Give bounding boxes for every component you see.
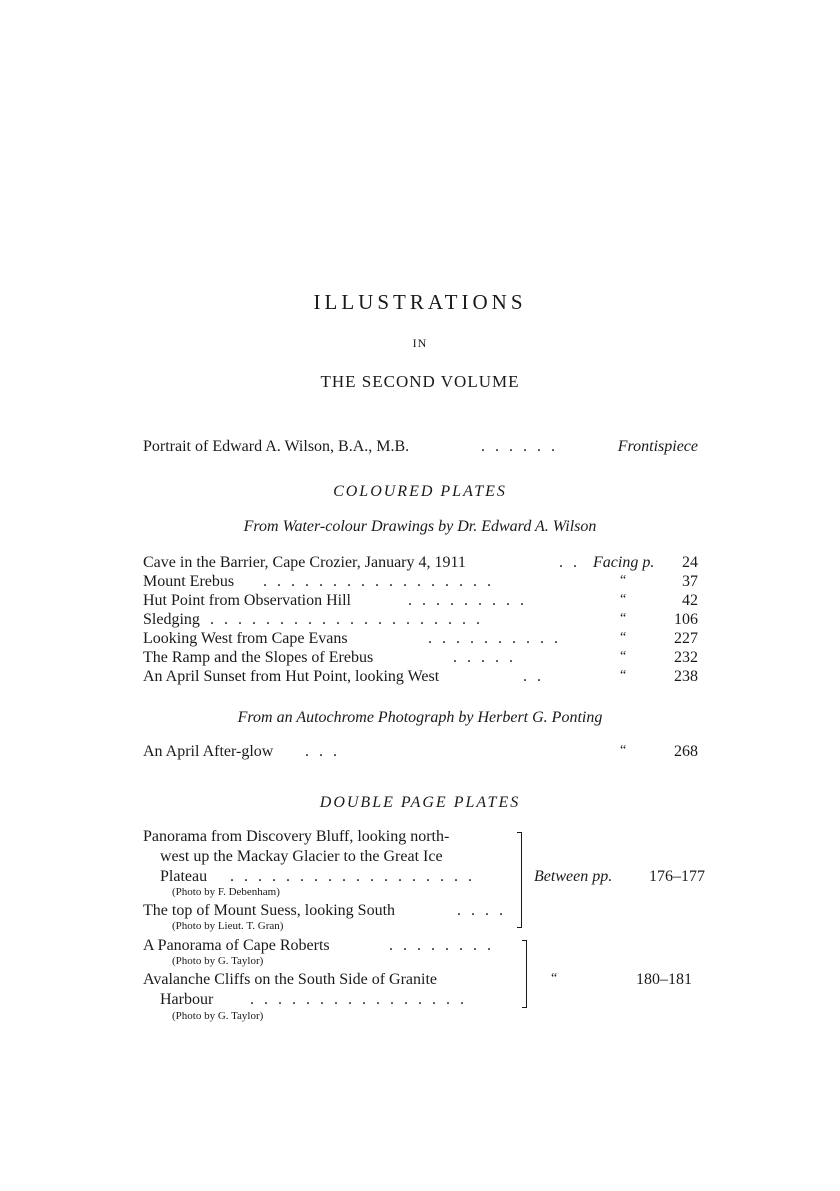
entry-page: 268 bbox=[674, 743, 698, 760]
entry-page: Frontispiece bbox=[617, 438, 698, 455]
brace-tip bbox=[517, 927, 522, 928]
page-subtitle: THE SECOND VOLUME bbox=[320, 372, 520, 391]
entry-page: 106 bbox=[674, 611, 698, 628]
brace-tip bbox=[522, 940, 527, 941]
entry-page: 176–177 bbox=[649, 868, 705, 885]
frontispiece-entry bbox=[143, 438, 698, 460]
between-label: Between pp. bbox=[534, 868, 613, 885]
plate-line: Avalanche Cliffs on the South Side of Granite bbox=[143, 971, 438, 988]
leader-dots: . . . . . . . . . bbox=[408, 592, 527, 609]
entry-label: Mount Erebus bbox=[143, 573, 235, 590]
ditto-mark: “ bbox=[620, 668, 627, 683]
ditto-mark: “ bbox=[551, 971, 558, 986]
entry-page: 180–181 bbox=[636, 971, 692, 988]
leader-dots: . . . . . . . . . . . . . . . . bbox=[250, 991, 467, 1008]
ditto-mark: “ bbox=[620, 649, 627, 664]
leader-dots: . . . . . . bbox=[481, 438, 558, 455]
entry-page: 232 bbox=[674, 649, 698, 666]
section-heading-coloured: COLOURED PLATES bbox=[333, 483, 507, 500]
brace bbox=[526, 940, 527, 1008]
leader-dots: . . bbox=[559, 554, 580, 571]
leader-dots: . . . . . . . . . . . . . . . . . . . . bbox=[210, 611, 483, 628]
ditto-mark: “ bbox=[620, 630, 627, 645]
page-title: ILLUSTRATIONS bbox=[313, 290, 527, 314]
entry-label: Portrait of Edward A. Wilson, B.A., M.B. bbox=[143, 438, 410, 455]
ditto-mark: “ bbox=[620, 573, 627, 588]
brace-tip bbox=[522, 1007, 527, 1008]
ditto-mark: “ bbox=[620, 743, 627, 758]
leader-dots: . . . . . . . . . . . . . . . . . bbox=[263, 573, 494, 590]
leader-dots: . . bbox=[523, 668, 544, 685]
photo-credit: (Photo by G. Taylor) bbox=[172, 955, 264, 967]
section-heading-double: DOUBLE PAGE PLATES bbox=[319, 794, 521, 811]
facing-label: Facing p. bbox=[593, 554, 655, 571]
ditto-mark: “ bbox=[620, 592, 627, 607]
photo-credit: (Photo by G. Taylor) bbox=[172, 1010, 264, 1022]
entry-page: 37 bbox=[682, 573, 698, 590]
photo-credit: (Photo by Lieut. T. Gran) bbox=[172, 920, 284, 932]
plate-entry bbox=[143, 743, 698, 765]
brace-tip bbox=[517, 832, 522, 833]
entry-page: 42 bbox=[682, 592, 698, 609]
title-connector: IN bbox=[412, 336, 428, 350]
entry-label: Sledging bbox=[143, 611, 200, 628]
entry-label: Cave in the Barrier, Cape Crozier, January 4, 1911 bbox=[143, 554, 466, 571]
brace bbox=[521, 832, 522, 928]
entry-label: Looking West from Cape Evans bbox=[143, 630, 348, 647]
plate-line: Panorama from Discovery Bluff, looking north- bbox=[143, 828, 450, 845]
leader-dots: . . . . . . . . . . . . . . . . . . bbox=[230, 868, 475, 885]
plate-entry bbox=[143, 668, 698, 690]
section-source-coloured: From Water-colour Drawings by Dr. Edward A. Wilson bbox=[243, 518, 597, 535]
leader-dots: . . . bbox=[305, 743, 340, 760]
plate-line: west up the Mackay Glacier to the Great Ice bbox=[160, 848, 443, 865]
leader-dots: . . . . . . . . . . bbox=[428, 630, 561, 647]
plate-line: Harbour bbox=[160, 991, 214, 1008]
leader-dots: . . . . . . . . bbox=[389, 937, 494, 954]
entry-label: Hut Point from Observation Hill bbox=[143, 592, 351, 609]
plate-line: A Panorama of Cape Roberts bbox=[143, 937, 330, 954]
entry-page: 24 bbox=[682, 554, 698, 571]
leader-dots: . . . . . bbox=[453, 649, 516, 666]
entry-label: The Ramp and the Slopes of Erebus bbox=[143, 649, 374, 666]
entry-page: 227 bbox=[674, 630, 698, 647]
plate-line: The top of Mount Suess, looking South bbox=[143, 902, 396, 919]
plate-line: Plateau bbox=[160, 868, 208, 885]
entry-label: An April After-glow bbox=[143, 743, 274, 760]
leader-dots: . . . . bbox=[457, 902, 506, 919]
ditto-mark: “ bbox=[620, 611, 627, 626]
section-source-autochrome: From an Autochrome Photograph by Herbert G. Ponting bbox=[237, 709, 603, 726]
entry-page: 238 bbox=[674, 668, 698, 685]
photo-credit: (Photo by F. Debenham) bbox=[172, 886, 280, 898]
entry-label: An April Sunset from Hut Point, looking West bbox=[143, 668, 440, 685]
